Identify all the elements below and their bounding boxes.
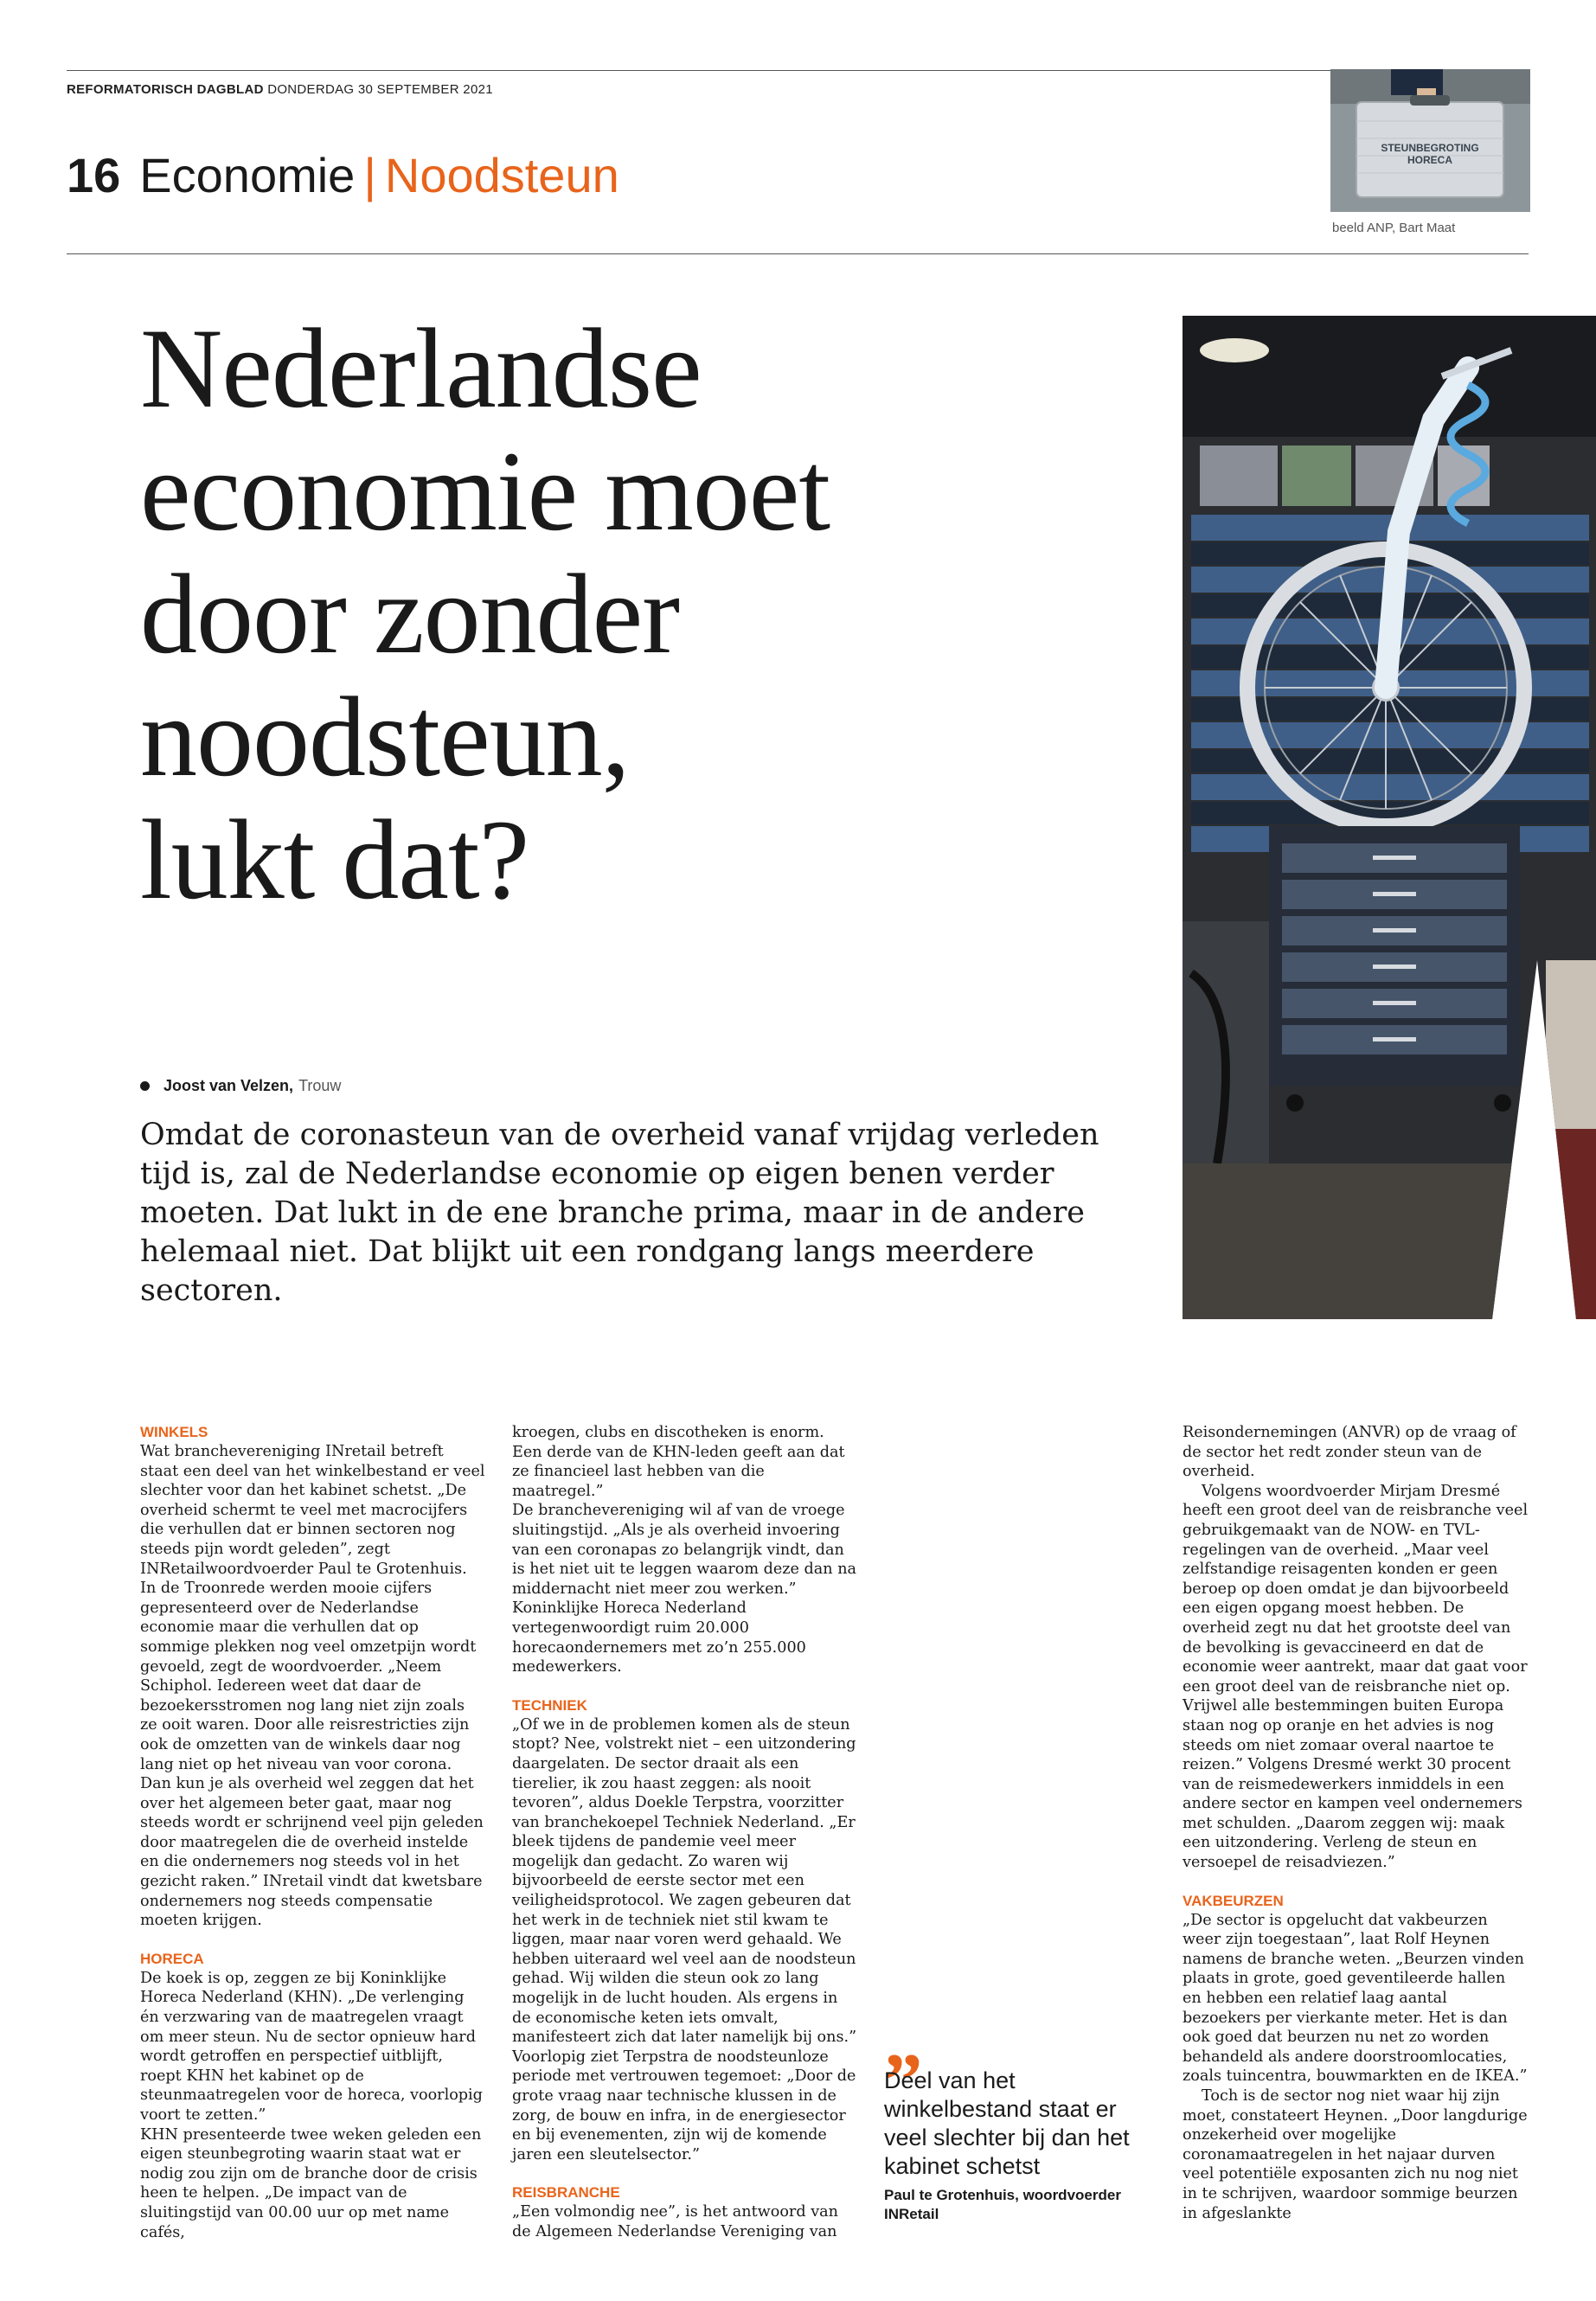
bicycle-workshop-illustration (1183, 316, 1596, 1319)
subhead-reisbranche: REISBRANCHE (512, 2184, 620, 2202)
case-label-line-2: HORECA (1407, 154, 1453, 166)
paragraph: Wat branchevereniging INretail betreft staat een deel van het winkelbestand er veel slechter voor dan het kabinet schetst. „De overheid schermt te veel met macrocijfers die verhullen dat er binnen sectoren nog steeds pijn wordt geleden”, zegt INRetailwoordvoerder Paul te Grotenhuis. (140, 1443, 485, 1578)
headline-line: noodsteun, (140, 673, 630, 800)
article-headline (140, 304, 1135, 923)
headline-line: economie moet (140, 427, 830, 554)
briefcase-photo-illustration (1330, 69, 1530, 212)
paragraph: „Een volmondig nee”, is het antwoord van de Algemeen Nederlandse Vereniging van (512, 2203, 838, 2240)
byline (140, 1077, 341, 1095)
text-column-3 (1183, 1423, 1529, 2223)
author-organisation: Trouw (298, 1077, 342, 1094)
paragraph: De branchevereniging wil af van de vroege sluitingstijd. „Als je als overheid invoering van een coronapas zo belangrijk vindt, dan is het niet uit te leggen waarom deze dan na middernacht niet meer zou werken.” Koninklijke Horeca Nederland vertegenwoordigt ruim 20.000 horecaondernemers met zo’n 255.000 medewerkers. (512, 1502, 857, 1676)
pull-quote-text: Deel van het winkelbestand staat er veel slechter bij dan het kabinet schetst (884, 2067, 1130, 2179)
page-number: 16 (67, 148, 121, 202)
paragraph: Reisondernemingen (ANVR) op de vraag of de sector het redt zonder steun van de overheid. (1183, 1424, 1516, 1481)
subsection-title: Noodsteun (384, 148, 619, 202)
paragraph: „De sector is opgelucht dat vakbeurzen weer zijn toegestaan”, laat Rolf Heynen namens de branche weten. „Beurzen vinden plaats in grote, goed geventileerde hallen en hebben een relatief laag aantal bezoekers per vierkante meter. Het is dan ook goed dat beurzen nu net zo worden behandeld als andere doorstroomlocaties, zoals tuincentra, bouwmarkten en de IKEA.” (1183, 1911, 1528, 2086)
paper-name: REFORMATORISCH DAGBLAD (67, 82, 264, 97)
text-column-1 (140, 1423, 486, 2242)
pull-quote (884, 1998, 1161, 2224)
paragraph: kroegen, clubs en discotheken is enorm. Een derde van de KHN-leden geeft aan dat ze financieel last hebben van die maatregel.” (512, 1424, 845, 1500)
paragraph: Voorlopig ziet Terpstra de noodsteunloze periode met vertrouwen tegemoet: „Door de grote vraag naar technische klussen in de zorg, de bouw en infra, in de energiesector en bij evenementen, zijn wij de komende jaren een sleutelsector.” (512, 2048, 856, 2163)
bicycle-shop-photo (1183, 316, 1596, 1319)
subhead-horeca: HORECA (140, 1950, 204, 1967)
top-rule (67, 70, 1529, 71)
paragraph: KHN presenteerde twee weken geleden een eigen steunbegroting waarin staat wat er nodig zou zijn om de branche door de crisis heen te helpen. „De impact van de sluitingstijd van 00.00 uur op met name cafés, (140, 2125, 482, 2241)
subhead-vakbeurzen: VAKBEURZEN (1183, 1892, 1284, 1909)
section-title: Economie (139, 148, 356, 202)
bullet-icon (140, 1081, 150, 1091)
text-column-2 (512, 1423, 858, 2242)
section-divider: | (363, 148, 376, 202)
thumbnail-photo (1330, 69, 1530, 212)
paragraph: „Of we in de problemen komen als de steun stopt? Nee, volstrekt niet – een uitzondering daargelaten. De sector draait als een tierelier, ik zou haast zeggen: als nooit tevoren”, aldus Doekle Terpstra, voorzitter van branchekoepel Techniek Nederland. „Er bleek tijdens de pandemie veel meer mogelijk dan gedacht. Zo waren wij bijvoorbeeld de eerste sector met een veiligheidsprotocol. We zagen gebeuren dat het werk in de techniek niet stil kwam te liggen, maar naar voren werd gehaald. We hebben uiteraard wel veel aan de noodsteun gehad. Wij wilden die steun ook zo lang mogelijk in de lucht houden. Als ergens in de economische keten iets omvalt, manifesteert zich dat later namelijk bij ons.” (512, 1715, 857, 2047)
header-rule (67, 253, 1529, 254)
photo-credit: beeld ANP, Bart Maat (1332, 221, 1456, 235)
issue-date: DONDERDAG 30 SEPTEMBER 2021 (267, 82, 493, 97)
paragraph: De koek is op, zeggen ze bij Koninklijke Horeca Nederland (KHN). „De verlenging én verzwaring van de maatregelen vraagt om meer steun. Nu de sector opnieuw hard wordt getroffen en perspectief uitblijft, roept KHN het kabinet op de steunmaatregelen voor de horeca, voorlopig voort te zetten.” (140, 1969, 483, 2124)
subhead-winkels: WINKELS (140, 1424, 208, 1440)
section-header (67, 147, 619, 204)
article-intro: Omdat de coronasteun van de overheid vanaf vrijdag verleden tijd is, zal de Nederlandse economie op eigen benen verder moeten. Dat lukt in de ene branche prima, maar in de andere helemaal niet. Dat blijkt uit een rondgang langs meerdere sectoren. (140, 1118, 1099, 1308)
headline-line: door zonder (140, 550, 680, 677)
pull-quote-source: Paul te Grotenhuis, woordvoerder INRetail (884, 2187, 1121, 2222)
paragraph: Toch is de sector nog niet waar hij zijn moet, constateert Heynen. „Door langdurige onzekerheid over mogelijke coronamaatregelen in het najaar durven veel potentiële exposanten zich nu nog niet in te schrijven, waardoor sommige beurzen in afgeslankte (1183, 2087, 1528, 2222)
headline-line: lukt dat? (140, 796, 529, 923)
paragraph: In de Troonrede werden mooie cijfers gepresenteerd over de Nederlandse economie maar die verhullen dat op sommige plekken nog veel omzetpijn wordt gevoeld, zegt de woordvoerder. „Neem Schiphol. Iedereen weet dat daar de bezoekersstromen nog lang niet zijn zoals ze ooit waren. Door alle reisrestricties zijn ook de omzetten van de winkels daar nog lang niet op het niveau van voor corona. Dan kun je als overheid wel zeggen dat het over het algemeen beter gaat, maar nog steeds wordt er schrijnend veel pijn geleden door maatregelen die de overheid instelde en die ondernemers nog steeds vol in het gezicht raken.” INretail vindt dat kwetsbare ondernemers nog steeds compensatie moeten krijgen. (140, 1580, 484, 1930)
case-label-line-1: STEUNBEGROTING (1381, 142, 1479, 154)
paragraph: Volgens woordvoerder Mirjam Dresmé heeft een groot deel van de reisbranche veel gebruikgemaakt van de NOW- en TVL-regelingen van de overheid. „Maar veel zelfstandige reisagenten konden er geen beroep op doen omdat je dan bijvoorbeeld een eigen opgang moest hebben. De overheid zegt nu dat het grootste deel van de bevolking is gevaccineerd en dat de economie weer aantrekt, maar dat gaat voor een groot deel van de reisbranche niet op. Vrijwel alle bestemmingen buiten Europa staan nog op oranje en het advies is nog steeds om niet zomaar overal naartoe te reizen.” Volgens Dresmé werkt 30 procent van de reismedewerkers inmiddels in een andere sector en kampen veel ondernemers met schulden. „Daarom zeggen wij: maak een uitzondering. Verleng de steun en versoepel de reisadviezen.” (1183, 1482, 1529, 1872)
masthead-meta (67, 82, 493, 97)
subhead-techniek: TECHNIEK (512, 1696, 587, 1714)
author-name: Joost van Velzen, (163, 1077, 294, 1094)
quote-mark-icon: „ (884, 1998, 918, 2084)
headline-line: Nederlandse (140, 304, 702, 432)
